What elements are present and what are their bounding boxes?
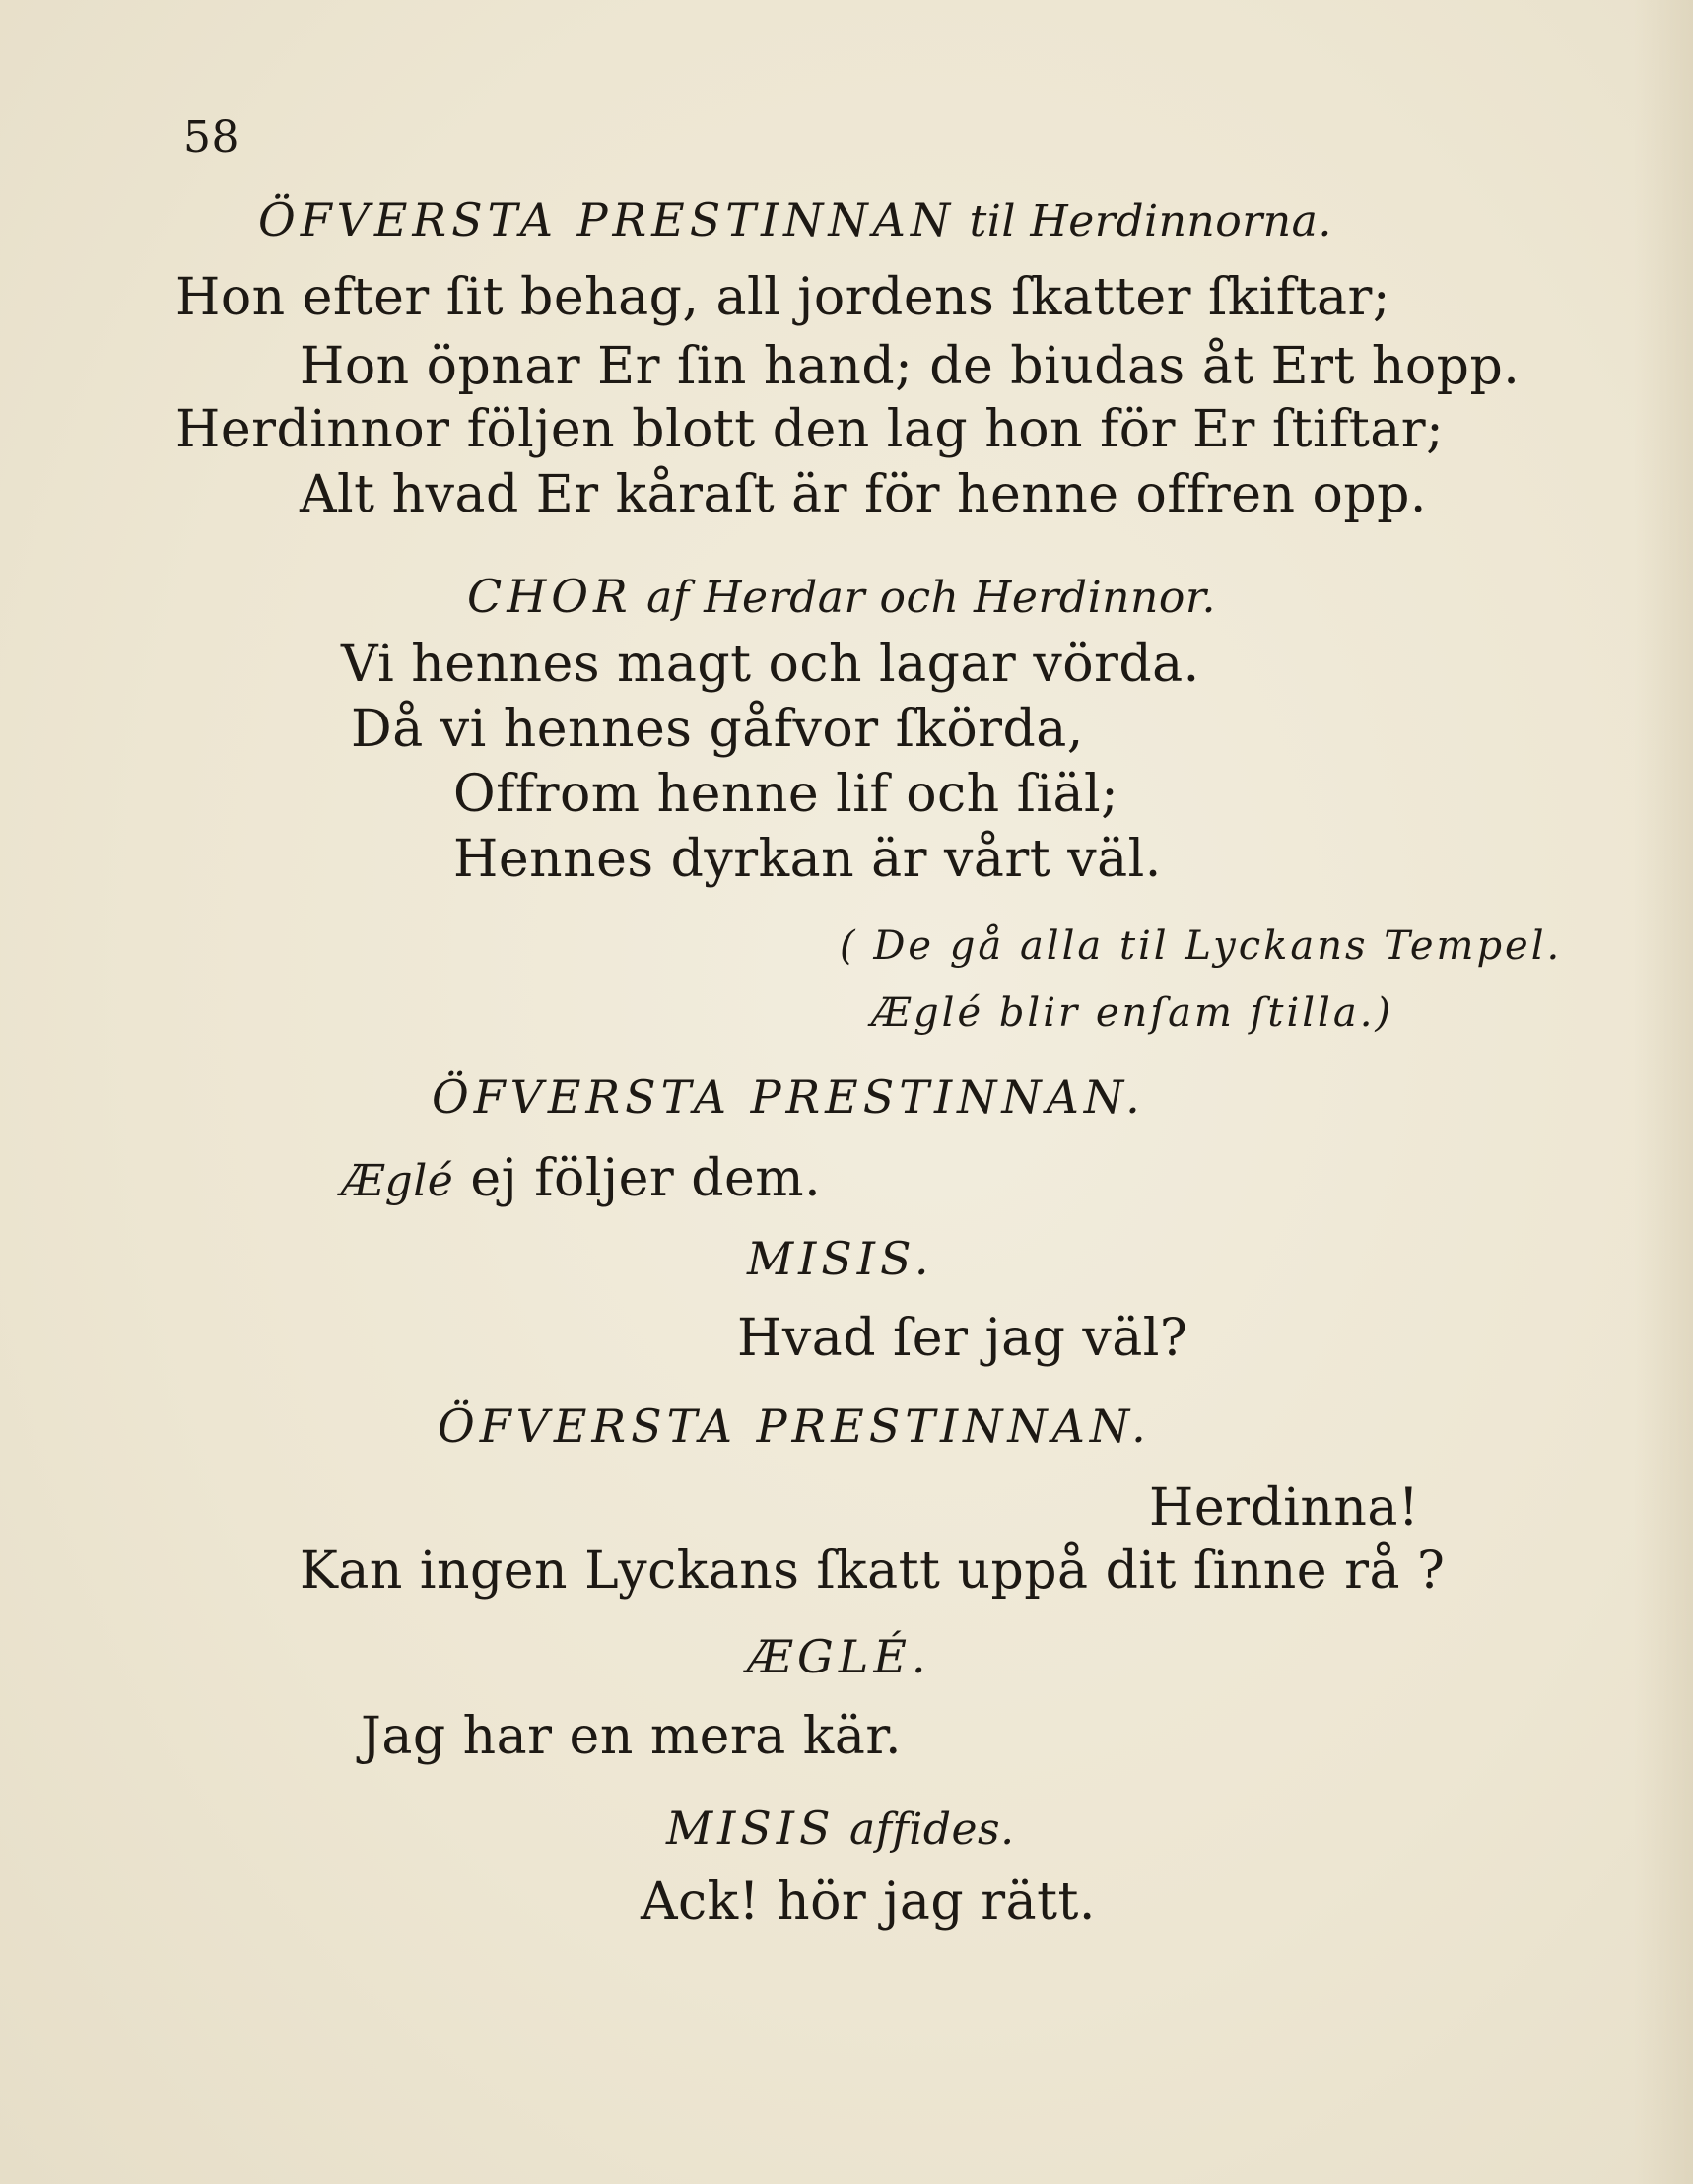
dialogue-line: Jag har en mera kär.: [361, 1707, 902, 1766]
speaker-direction: til Herdinnorna.: [955, 196, 1332, 246]
verse-line: Hon öpnar Er ſin hand; de biudas åt Ert hopp.: [300, 337, 1521, 396]
speaker-heading: ÖFVERSTA PRESTINNAN.: [432, 1070, 1145, 1124]
dialogue-line: [341, 1149, 822, 1208]
dialogue-line: Ack! hör jag rätt.: [641, 1873, 1096, 1932]
speaker-direction: af Herdar och Herdinnor.: [632, 573, 1217, 623]
speaker-name: MISIS: [666, 1802, 836, 1855]
dialogue-line: Kan ingen Lyckans ſkatt uppå dit ſinne rå ?: [300, 1541, 1446, 1601]
dialogue-line: Herdinna!: [1149, 1478, 1420, 1537]
character-name: Æglé: [341, 1156, 454, 1206]
chorus-line: Offrom henne lif och ſiäl;: [453, 765, 1119, 824]
chorus-line: Vi hennes magt och lagar vörda.: [341, 635, 1200, 694]
speaker-heading: MISIS.: [747, 1232, 934, 1285]
speaker-name: ÖFVERSTA PRESTINNAN: [258, 193, 956, 246]
verse-line: Alt hvad Er kåraſt är för henne offren opp.: [300, 465, 1427, 524]
speaker-heading: [666, 1802, 1015, 1853]
dialogue-line: Hvad ſer jag väl?: [737, 1309, 1188, 1368]
chorus-line: Hennes dyrkan är vårt väl.: [453, 830, 1162, 889]
speaker-heading: ÖFVERSTA PRESTINNAN.: [438, 1399, 1151, 1453]
chorus-line: Då vi hennes gåfvor ſkörda,: [351, 700, 1084, 759]
speaker-heading: ÆGLÉ.: [747, 1630, 931, 1683]
speaker-direction: affides.: [835, 1805, 1015, 1855]
page-number: 58: [183, 112, 239, 163]
page-edge-shadow: [1634, 0, 1693, 2184]
speaker-name: CHOR: [467, 570, 633, 623]
stage-direction: ( De gå alla til Lyckans Tempel.: [840, 923, 1563, 969]
speaker-heading: [258, 193, 1332, 244]
stage-direction: Æglé blir enſam ſtilla.): [871, 990, 1394, 1036]
verse-line: Hon efter ſit behag, all jordens ſkatter ſkiftar;: [175, 268, 1390, 327]
dialogue-text: ej följer dem.: [453, 1149, 822, 1208]
speaker-heading: [467, 570, 1216, 621]
verse-line: Herdinnor följen blott den lag hon för Er ſtiftar;: [175, 400, 1445, 459]
